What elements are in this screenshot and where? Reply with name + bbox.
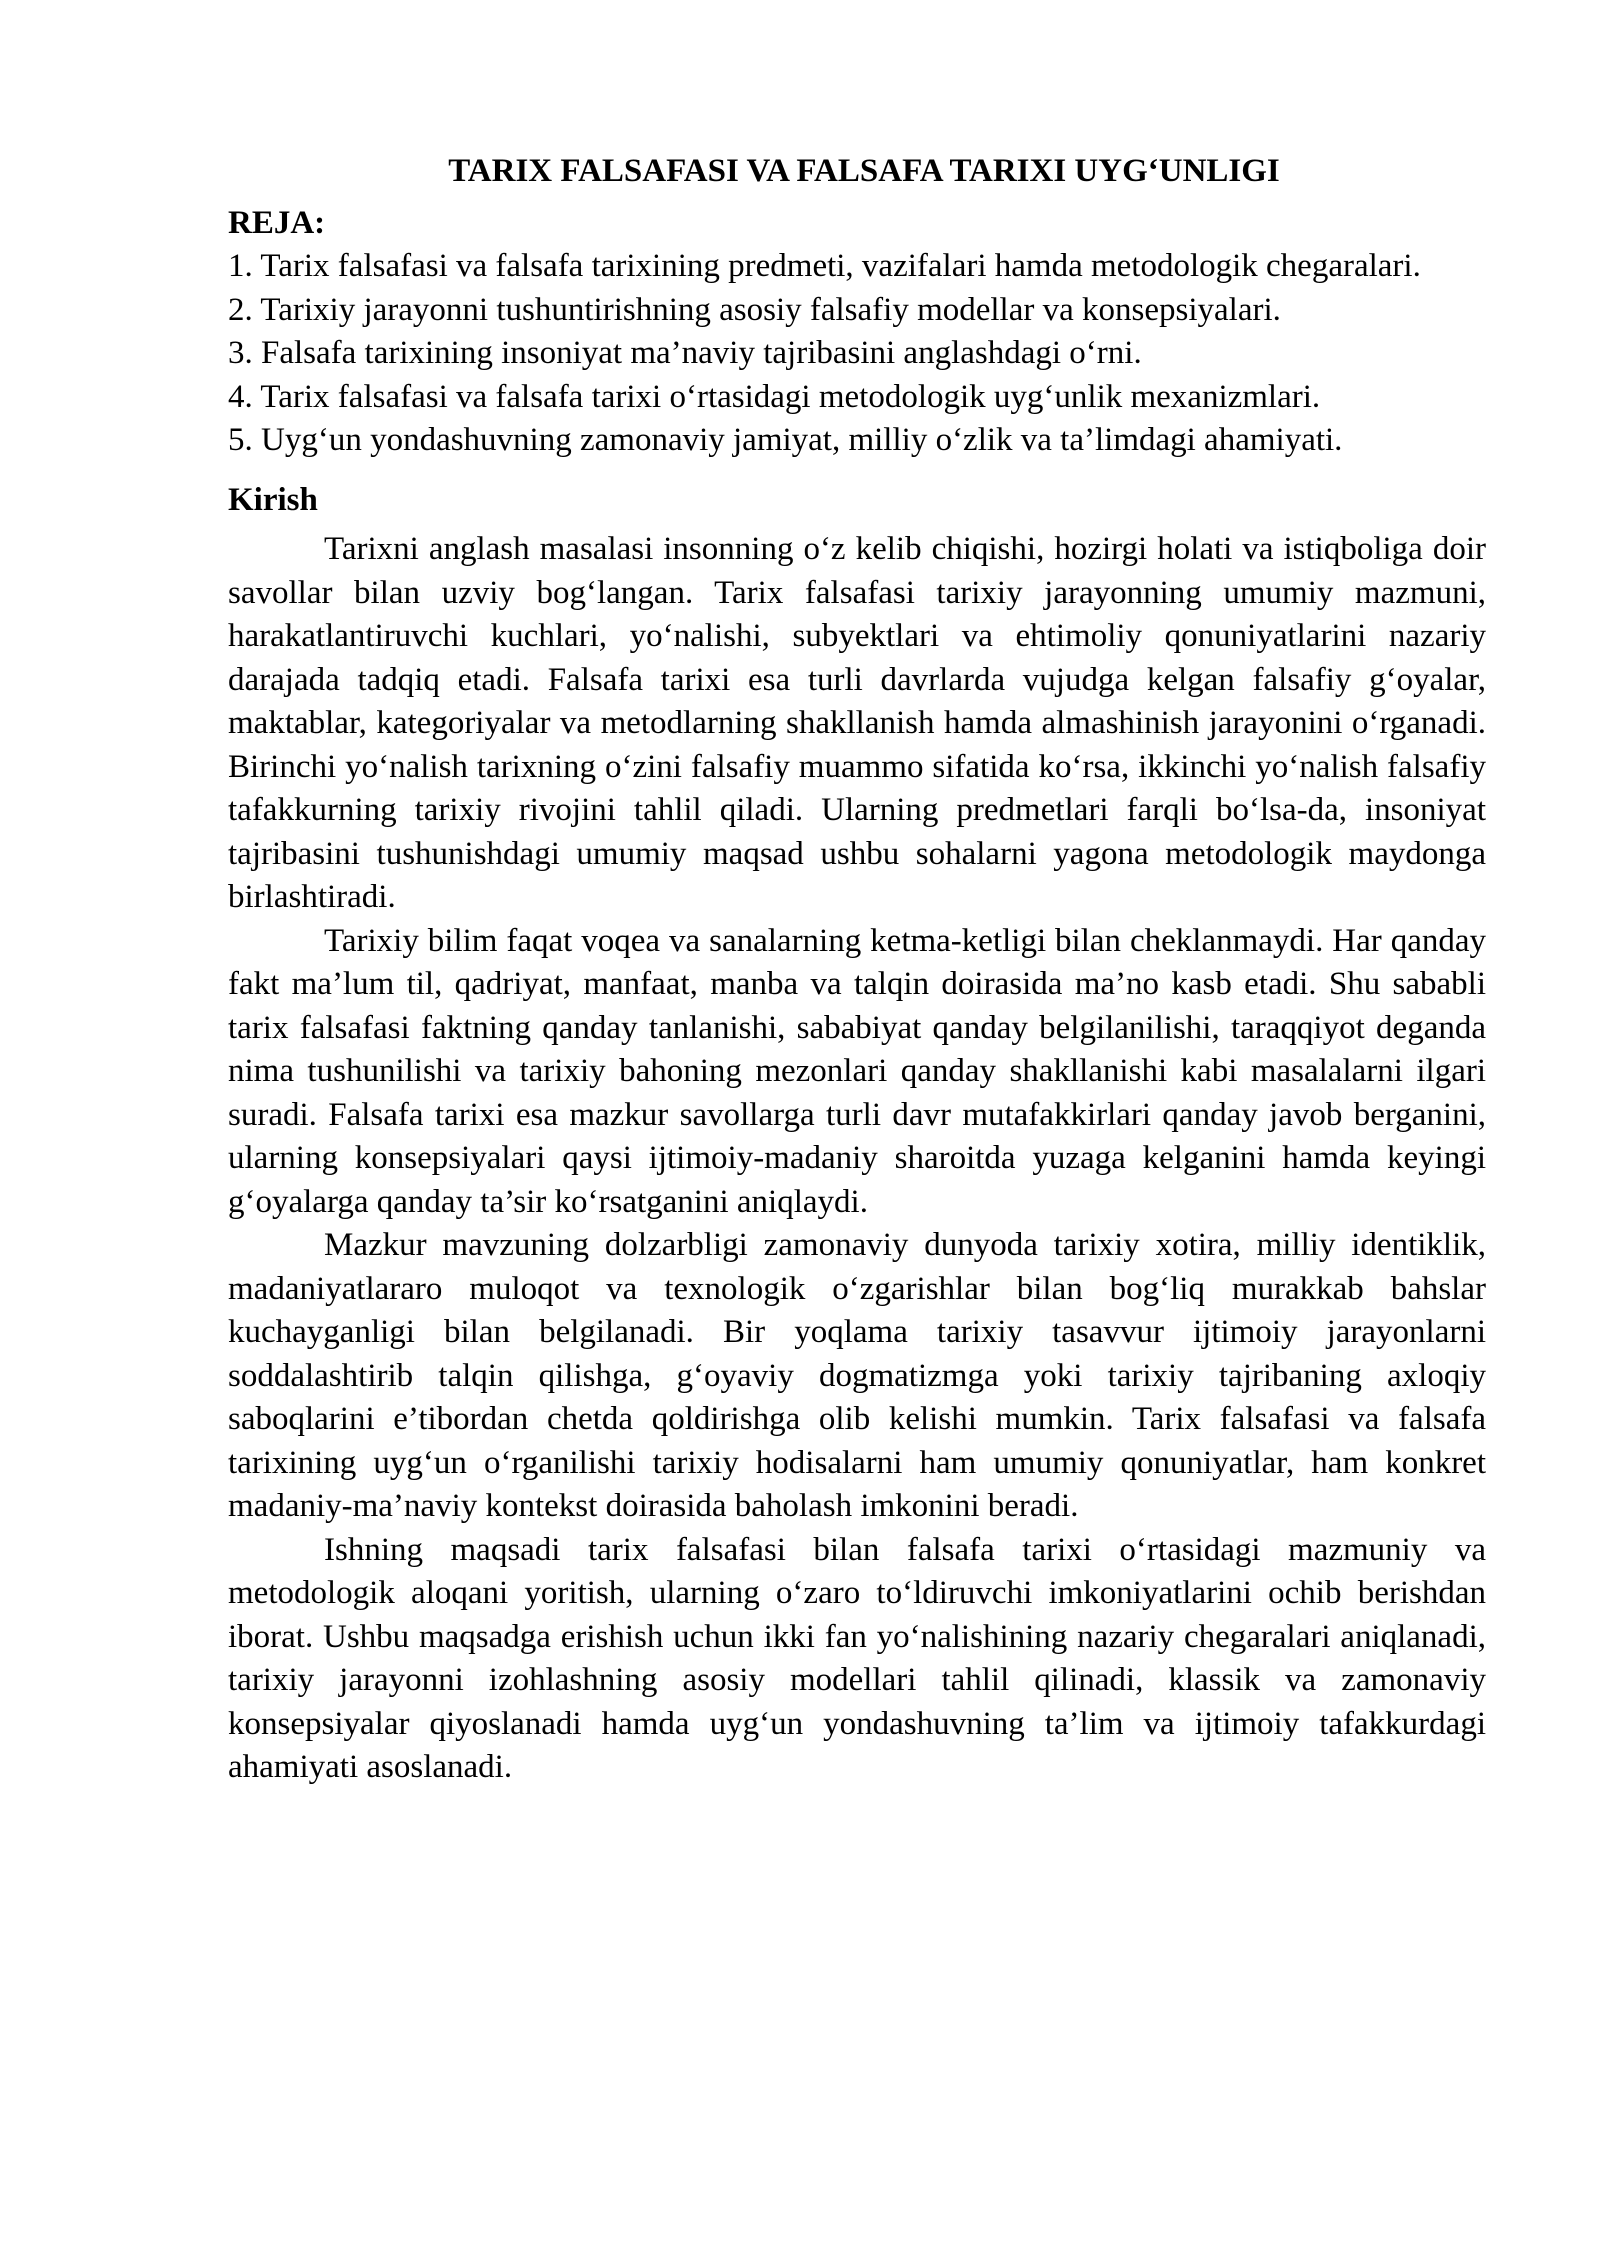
document-page xyxy=(228,150,1486,1790)
intro-paragraph-4: Ishning maqsadi tarix falsafasi bilan falsafa tarixi o‘rtasidagi mazmuniy va metodologik aloqani yoritish, ularning o‘zaro to‘ldiruvchi imkoniyatlarini ochib berishdan iborat. Ushbu maqsadga erishish uchun ikki fan yo‘nalishining nazariy chegaralari aniqlanadi, tarixiy jarayonni izohlashning asosiy modellari tahlil qilinadi, klassik va zamonaviy konsepsiyalar qiyoslanadi hamda uyg‘un yondashuvning ta’lim va ijtimoiy tafakkurdagi ahamiyati asoslanadi. xyxy=(228,1531,1486,1785)
plan-list xyxy=(228,245,1486,463)
intro-paragraph-1: Tarixni anglash masalasi insonning o‘z kelib chiqishi, hozirgi holati va istiqboliga doir savollar bilan uzviy bog‘langan. Tarix falsafasi tarixiy jarayonning umumiy mazmuni, harakatlantiruvchi kuchlari, yo‘nalishi, subyektlari va ehtimoliy qonuniyatlarini nazariy darajada tadqiq etadi. Falsafa tarixi esa turli davrlarda vujudga kelgan falsafiy g‘oyalar, maktablar, kategoriyalar va metodlarning shakllanish hamda almashinish jarayonini o‘rganadi. Birinchi yo‘nalish tarixning o‘zini falsafiy muammo sifatida ko‘rsa, ikkinchi yo‘nalish falsafiy tafakkurning tarixiy rivojini tahlil qiladi. Ularning predmetlari farqli bo‘lsa-da, insoniyat tajribasini tushunishdagi umumiy maqsad ushbu sohalarni yagona metodologik maydonga birlashtiradi. xyxy=(228,531,1486,915)
intro-heading: Kirish xyxy=(228,481,318,518)
plan-item-2: 2. Tarixiy jarayonni tushuntirishning asosiy falsafiy modellar va konsepsiyalari. xyxy=(228,291,1281,328)
plan-item-4: 4. Tarix falsafasi va falsafa tarixi o‘rtasidagi metodologik uyg‘unlik mexanizmlari. xyxy=(228,378,1321,415)
intro-body xyxy=(228,528,1486,1790)
plan-heading: REJA: xyxy=(228,204,326,241)
plan-item-5: 5. Uyg‘un yondashuvning zamonaviy jamiyat, milliy o‘zlik va ta’limdagi ahamiyati. xyxy=(228,422,1343,458)
plan-item-1: 1. Tarix falsafasi va falsafa tarixining predmeti, vazifalari hamda metodologik chegaralari. xyxy=(228,248,1421,284)
intro-paragraph-2: Tarixiy bilim faqat voqea va sanalarning ketma-ketligi bilan cheklanmaydi. Har qanday fakt ma’lum til, qadriyat, manfaat, manba va talqin doirasida ma’no kasb etadi. Shu sababli tarix falsafasi faktning qanday tanlanishi, sababiyat qanday belgilanilishi, taraqqiyot deganda nima tushunilishi va tarixiy bahoning mezonlari qanday shakllanishi kabi masalalarni ilgari suradi. Falsafa tarixi esa mazkur savollarga turli davr mutafakkirlari qanday javob berganini, ularning konsepsiyalari qaysi ijtimoiy-madaniy sharoitda yuzaga kelganini hamda keyingi g‘oyalarga qanday ta’sir ko‘rsatganini aniqlaydi. xyxy=(228,922,1486,1220)
plan-item-3: 3. Falsafa tarixining insoniyat ma’naviy tajribasini anglashdagi o‘rni. xyxy=(228,335,1142,371)
document-title: TARIX FALSAFASI VA FALSAFA TARIXI UYG‘UNLIGI xyxy=(448,153,1280,189)
intro-paragraph-3: Mazkur mavzuning dolzarbligi zamonaviy dunyoda tarixiy xotira, milliy identiklik, madaniyatlararo muloqot va texnologik o‘zgarishlar bilan bog‘liq murakkab bahslar kuchayganligi bilan belgilanadi. Bir yoqlama tarixiy tasavvur ijtimoiy jarayonlarni soddalashtirib talqin qilishga, g‘oyaviy dogmatizmga yoki tarixiy tajribaning axloqiy saboqlarini e’tibordan chetda qoldirishga olib kelishi mumkin. Tarix falsafasi va falsafa tarixining uyg‘un o‘rganilishi tarixiy hodisalarni ham umumiy qonuniyatlar, ham konkret madaniy-ma’naviy kontekst doirasida baholash imkonini beradi. xyxy=(228,1227,1486,1524)
